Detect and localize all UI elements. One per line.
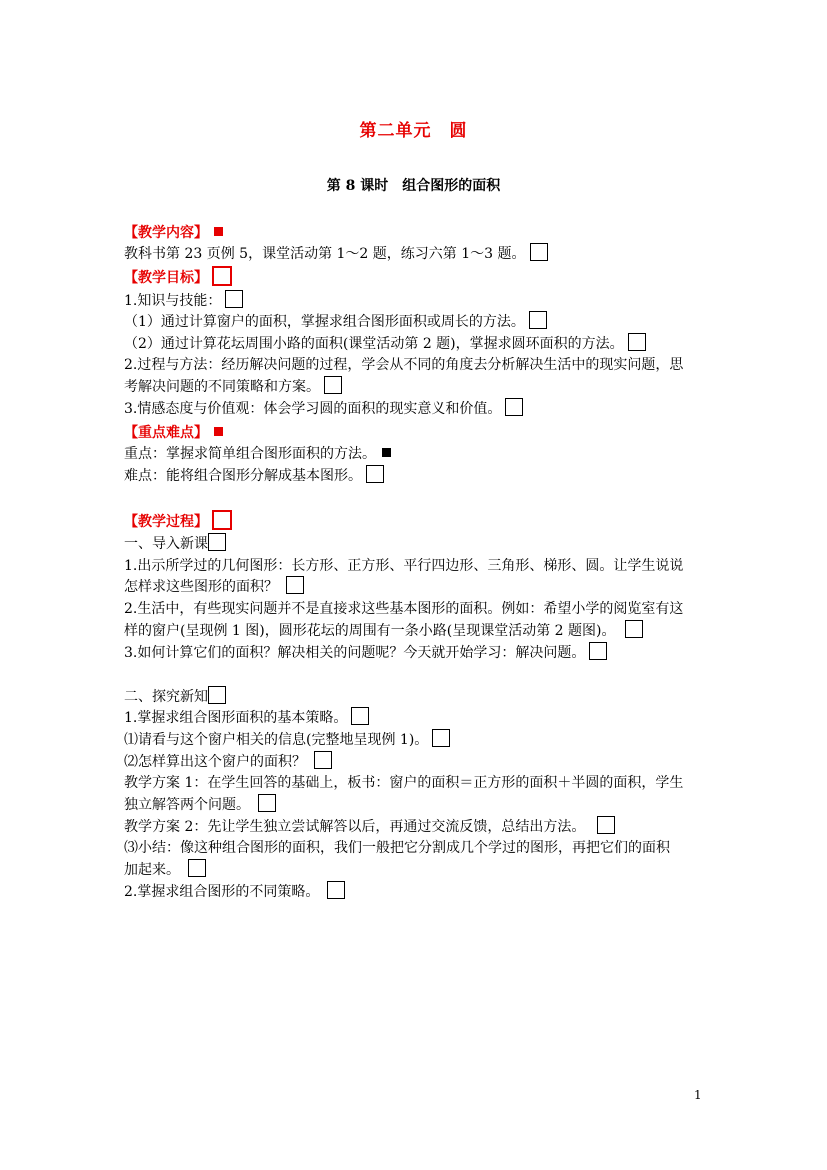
checkbox[interactable] bbox=[530, 243, 548, 261]
p1-3-line bbox=[124, 642, 709, 664]
unit-title: 第二单元 圆 bbox=[359, 121, 468, 141]
content-text-line bbox=[124, 243, 709, 265]
red-checkbox[interactable] bbox=[212, 266, 232, 286]
content-text: 教科书第 23 页例 5，课堂活动第 1～2 题，练习六第 1～3 题。 bbox=[124, 246, 526, 262]
goal-1-line bbox=[124, 290, 709, 312]
goal-3-line bbox=[124, 398, 709, 420]
checkbox[interactable] bbox=[327, 881, 345, 899]
key-point: 重点：掌握求简单组合图形面积的方法。 bbox=[124, 446, 376, 462]
p1-2b-line bbox=[124, 620, 709, 642]
page-number: 1 bbox=[694, 1088, 702, 1102]
checkbox[interactable] bbox=[351, 707, 369, 725]
checkbox[interactable] bbox=[225, 290, 243, 308]
p2-1a-line bbox=[124, 729, 709, 751]
goal-1: 1.知识与技能： bbox=[124, 293, 222, 309]
goal-1a: （1）通过计算窗户的面积，掌握求组合图形面积或周长的方法。 bbox=[124, 314, 525, 330]
key-heading: 【重点难点】 bbox=[124, 425, 208, 441]
content-heading-line bbox=[124, 222, 709, 244]
process-heading-line bbox=[124, 511, 709, 533]
p2-1b: ⑵怎样算出这个窗户的面积？ bbox=[124, 754, 306, 770]
checkbox[interactable] bbox=[324, 376, 342, 394]
p1-1b-line bbox=[124, 576, 709, 598]
p2-s1b-line bbox=[124, 794, 709, 816]
checkbox[interactable] bbox=[188, 859, 206, 877]
checkbox[interactable] bbox=[258, 794, 276, 812]
plan-2: 教学方案 2：先让学生独立尝试解答以后，再通过交流反馈，总结出方法。 bbox=[124, 819, 586, 835]
p1-2b: 样的窗户(呈现例 1 图)，圆形花坛的周围有一条小路(呈现课堂活动第 2 题图)。 bbox=[124, 623, 616, 639]
key-1-line bbox=[124, 443, 709, 465]
checkbox[interactable] bbox=[314, 751, 332, 769]
goal-1a-line bbox=[124, 311, 709, 333]
p1-line bbox=[124, 533, 709, 555]
goal-3: 3.情感态度与价值观：体会学习圆的面积的现实意义和价值。 bbox=[124, 401, 502, 417]
p2-s2-line bbox=[124, 816, 709, 838]
goal-2a-line bbox=[124, 354, 709, 376]
goal-2b: 考解决问题的不同策略和方案。 bbox=[124, 379, 320, 395]
p1-2a-line bbox=[124, 598, 709, 620]
goal-heading-line bbox=[124, 267, 709, 289]
section-2-heading: 二、探究新知 bbox=[124, 689, 208, 705]
p1-1a-line bbox=[124, 555, 709, 577]
summary-b: 加起来。 bbox=[124, 862, 180, 878]
goal-1b-line bbox=[124, 333, 709, 355]
content-heading: 【教学内容】 bbox=[124, 225, 208, 241]
red-checkbox[interactable] bbox=[212, 510, 232, 530]
plan-1b: 独立解答两个问题。 bbox=[124, 797, 250, 813]
red-square-icon bbox=[214, 227, 223, 236]
p2-s3a-line bbox=[124, 837, 709, 859]
checkbox[interactable] bbox=[432, 729, 450, 747]
checkbox[interactable] bbox=[589, 642, 607, 660]
p2-2-line bbox=[124, 881, 709, 903]
key-heading-line bbox=[124, 422, 709, 444]
section-1-heading: 一、导入新课 bbox=[124, 536, 208, 552]
process-heading: 【教学过程】 bbox=[124, 514, 208, 530]
goal-1b: （2）通过计算花坛周围小路的面积(课堂活动第 2 题)，掌握求圆环面积的方法。 bbox=[124, 336, 624, 352]
p2-1: 1.掌握求组合图形面积的基本策略。 bbox=[124, 710, 348, 726]
difficult-point: 难点：能将组合图形分解成基本图形。 bbox=[124, 468, 362, 484]
p2-1-line bbox=[124, 707, 709, 729]
p2-1a: ⑴请看与这个窗户相关的信息(完整地呈现例 1)。 bbox=[124, 732, 429, 748]
p1-1a: 1.出示所学过的几何图形：长方形、正方形、平行四边形、三角形、梯形、圆。让学生说说 bbox=[124, 558, 684, 574]
p2-s1a-line bbox=[124, 772, 709, 794]
checkbox[interactable] bbox=[625, 620, 643, 638]
checkbox[interactable] bbox=[286, 576, 304, 594]
p1-2a: 2.生活中，有些现实问题并不是直接求这些基本图形的面积。例如：希望小学的阅览室有这 bbox=[124, 601, 684, 617]
black-square-icon bbox=[382, 448, 391, 457]
checkbox[interactable] bbox=[529, 311, 547, 329]
summary-a: ⑶小结：像这种组合图形的面积，我们一般把它分割成几个学过的图形，再把它们的面积 bbox=[124, 840, 670, 856]
checkbox[interactable] bbox=[597, 816, 615, 834]
p1-1b: 怎样求这些图形的面积？ bbox=[124, 579, 278, 595]
checkbox[interactable] bbox=[628, 333, 646, 351]
checkbox[interactable] bbox=[208, 686, 226, 704]
red-square-icon bbox=[214, 427, 223, 436]
p2-2: 2.掌握求组合图形的不同策略。 bbox=[124, 884, 320, 900]
goal-heading: 【教学目标】 bbox=[124, 270, 208, 286]
plan-1a: 教学方案 1：在学生回答的基础上，板书：窗户的面积＝正方形的面积＋半圆的面积，学生 bbox=[124, 775, 684, 791]
checkbox[interactable] bbox=[505, 398, 523, 416]
p2-s3b-line bbox=[124, 859, 709, 881]
lesson-title: 第 8 课时 组合图形的面积 bbox=[326, 178, 501, 194]
checkbox[interactable] bbox=[208, 533, 226, 551]
p2-1b-line bbox=[124, 751, 709, 773]
p1-3: 3.如何计算它们的面积？解决相关的问题呢？今天就开始学习：解决问题。 bbox=[124, 645, 586, 661]
goal-2a: 2.过程与方法：经历解决问题的过程，学会从不同的角度去分析解决生活中的现实问题，思 bbox=[124, 357, 684, 373]
checkbox[interactable] bbox=[366, 465, 384, 483]
goal-2b-line bbox=[124, 376, 709, 398]
key-2-line bbox=[124, 465, 709, 487]
p2-line bbox=[124, 686, 709, 708]
